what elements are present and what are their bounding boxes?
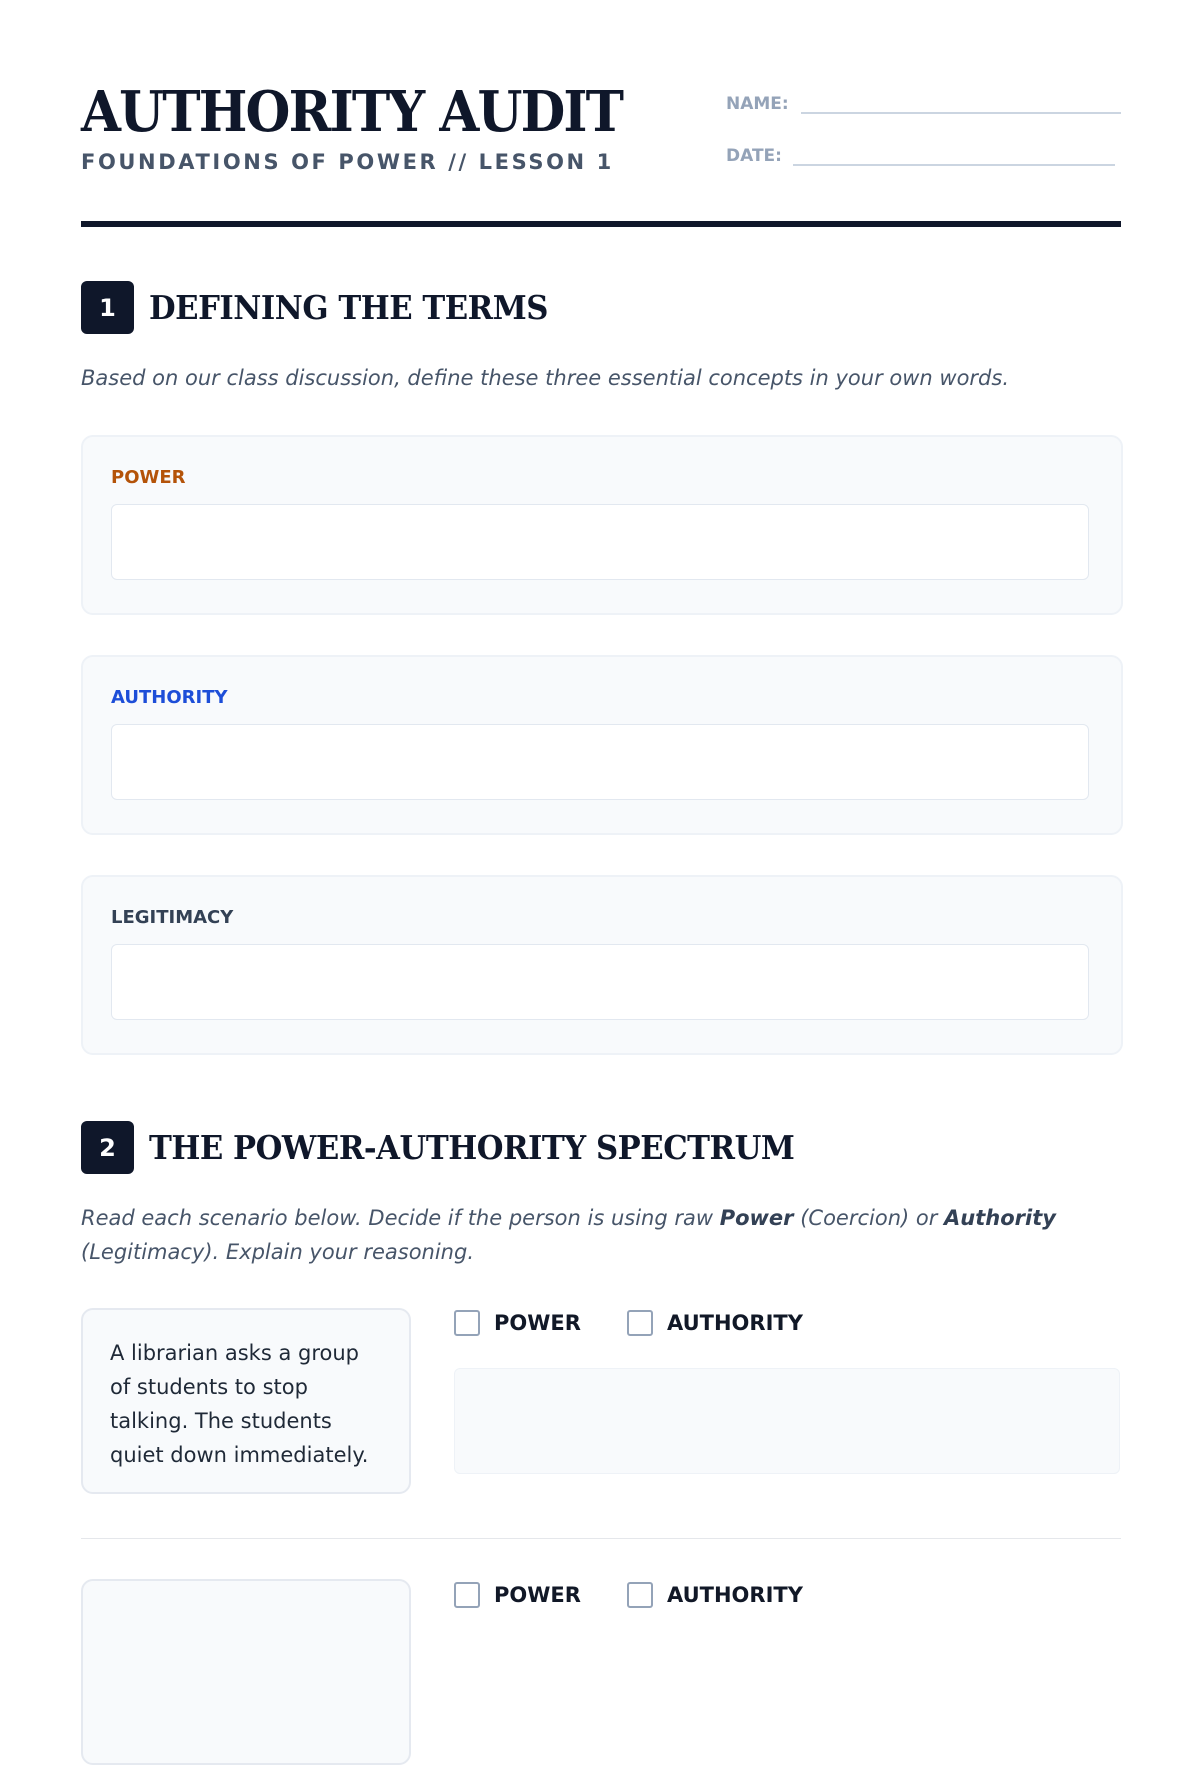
name-field[interactable] [801, 88, 1121, 114]
authority-option-label[interactable]: AUTHORITY [667, 1311, 803, 1335]
definition-label-authority: AUTHORITY [111, 687, 228, 708]
definition-input-legitimacy[interactable] [111, 944, 1089, 1020]
scenario-card-1 [81, 1308, 411, 1494]
header-divider [81, 221, 1121, 227]
name-row [726, 88, 1121, 114]
date-row [726, 140, 1115, 166]
name-label: NAME: [726, 94, 789, 114]
authority-checkbox[interactable] [627, 1582, 653, 1608]
section-2-number: 2 [81, 1121, 134, 1174]
definition-card-power [81, 435, 1123, 615]
worksheet-header [81, 60, 1121, 230]
power-option-label[interactable]: POWER [494, 1583, 581, 1607]
section-2-title: THE POWER-AUTHORITY SPECTRUM [149, 1128, 795, 1167]
section-1-instructions: Based on our class discussion, define these three essential concepts in your own words. [81, 366, 1009, 390]
choice-power-2[interactable] [454, 1582, 581, 1608]
authority-checkbox[interactable] [627, 1310, 653, 1336]
instructions-text: Read each scenario below. Decide if the person is using raw [81, 1206, 720, 1230]
reasoning-input-1[interactable] [454, 1368, 1120, 1474]
section-1-heading [81, 281, 578, 334]
worksheet-subtitle: FOUNDATIONS OF POWER // LESSON 1 [81, 150, 614, 174]
power-checkbox[interactable] [454, 1582, 480, 1608]
power-checkbox[interactable] [454, 1310, 480, 1336]
date-label: DATE: [726, 146, 782, 166]
instructions-power-term: Power [719, 1206, 794, 1230]
instructions-text: (Coercion) or [793, 1206, 945, 1230]
worksheet-title: AUTHORITY AUDIT [81, 79, 623, 145]
section-1-title: DEFINING THE TERMS [149, 288, 548, 327]
scenario-text [83, 1581, 409, 1607]
definition-card-legitimacy [81, 875, 1123, 1055]
choice-authority-1[interactable] [627, 1310, 803, 1336]
definition-input-authority[interactable] [111, 724, 1089, 800]
power-option-label[interactable]: POWER [494, 1311, 581, 1335]
definition-label-power: POWER [111, 467, 186, 488]
definition-card-authority [81, 655, 1123, 835]
scenario-card-2 [81, 1579, 411, 1765]
scenario-text: A librarian asks a group of students to stop talking. The students quiet down immediately. [110, 1341, 369, 1467]
date-field[interactable] [793, 140, 1115, 166]
choice-power-1[interactable] [454, 1310, 581, 1336]
section-2-instructions [81, 1201, 1101, 1269]
definition-label-legitimacy: LEGITIMACY [111, 907, 234, 928]
choice-authority-2[interactable] [627, 1582, 803, 1608]
scenario-divider [81, 1538, 1121, 1539]
section-1-number: 1 [81, 281, 134, 334]
definition-input-power[interactable] [111, 504, 1089, 580]
instructions-text: (Legitimacy). Explain your reasoning. [81, 1240, 475, 1264]
authority-option-label[interactable]: AUTHORITY [667, 1583, 803, 1607]
section-2-heading [81, 1121, 843, 1174]
instructions-authority-term: Authority [944, 1206, 1056, 1230]
